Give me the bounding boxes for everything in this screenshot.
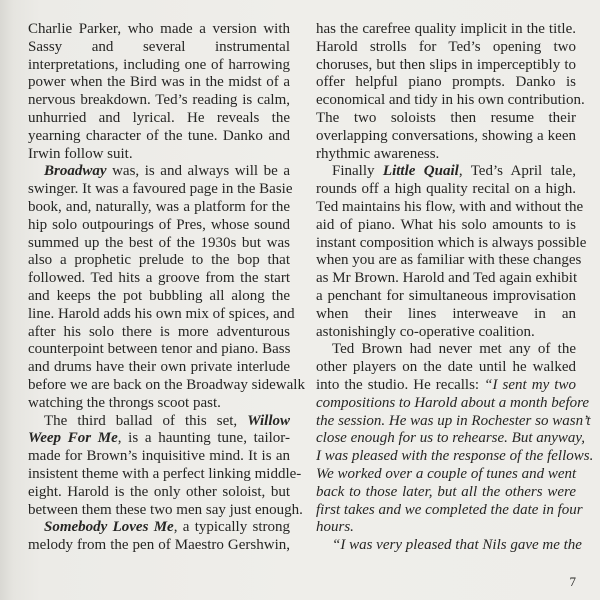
body-text: was, is and always will be a — [106, 163, 290, 180]
text-line — [316, 430, 585, 448]
body-text: Harold strolls for Ted’s opening two — [316, 38, 576, 55]
text-line — [28, 39, 290, 57]
body-text: as Mr Brown. Harold and Ted again exhibit — [316, 270, 578, 287]
text-line — [316, 198, 584, 217]
body-text: Finally — [332, 163, 383, 180]
body-text: , Ted’s April tale, — [458, 163, 576, 180]
body-text: when you are as familiar with these changes — [316, 252, 582, 269]
text-line — [28, 270, 290, 288]
body-text: after his solo there is more adventurous — [28, 323, 290, 340]
body-text: melody from the pen of Maestro Gershwin, — [28, 537, 290, 554]
text-line — [28, 413, 290, 431]
body-text: between them these two men say just enough. — [28, 501, 303, 518]
quote-text: hours. — [316, 519, 354, 536]
text-line — [316, 181, 576, 199]
body-text: before we are back on the Broadway sidewalk — [28, 376, 305, 393]
text-line — [316, 21, 576, 39]
body-text: The two soloists then resume their — [316, 109, 576, 126]
quote-text: close enough for us to rehearse. But anyway, — [316, 430, 585, 447]
body-text: aid of piano. What his solo amounts to is — [316, 216, 576, 233]
text-line — [28, 199, 290, 217]
page-number: 7 — [569, 574, 576, 589]
text-line — [316, 341, 576, 359]
text-line — [316, 377, 576, 395]
body-text: rhythmic awareness. — [316, 145, 440, 162]
text-line — [316, 110, 576, 128]
body-text: astonishingly co-operative coalition. — [316, 323, 535, 340]
text-line — [28, 217, 290, 235]
body-text: when their lines interweave in an — [316, 305, 576, 322]
text-line — [28, 21, 290, 39]
text-line — [28, 252, 290, 270]
text-line — [28, 146, 290, 164]
text-line — [316, 146, 576, 164]
text-line — [316, 484, 576, 502]
text-line — [28, 163, 290, 181]
text-line — [28, 484, 290, 502]
quote-text: We worked over a couple of tunes and went — [316, 465, 577, 482]
text-line — [316, 448, 594, 466]
text-line — [316, 324, 576, 342]
text-line — [316, 288, 576, 306]
quote-text: “I was very pleased that Nils gave me the — [332, 537, 582, 554]
text-line — [28, 341, 290, 359]
body-text: watching the throngs scoot past. — [28, 394, 221, 411]
text-column-left — [28, 21, 305, 555]
quote-text: first takes and we completed the date in four — [316, 501, 583, 518]
quote-text: compositions to Harold about a month before — [316, 394, 590, 411]
text-line — [28, 395, 290, 413]
quote-text: back to those later, but all the others were — [316, 483, 576, 500]
body-text: power when the Bird was in the midst of a — [28, 74, 290, 91]
text-line — [28, 537, 290, 555]
text-line — [28, 92, 290, 110]
text-line — [28, 376, 305, 395]
text-line — [316, 306, 576, 324]
body-text: nervous breakdown. Ted’s reading is calm, — [28, 92, 290, 109]
text-line — [316, 217, 576, 235]
body-text: Irwin follow suit. — [28, 145, 133, 162]
text-line — [316, 92, 585, 110]
text-line — [316, 74, 576, 92]
body-text: made for Brown’s inquisitive mind. It is an — [28, 448, 290, 465]
body-text: also a prophetic prelude to the bop that — [28, 252, 290, 269]
body-text: other players on the date until he walked — [316, 359, 576, 376]
body-text: summed up the best of the 1930s but was — [28, 234, 290, 251]
text-line — [28, 74, 290, 92]
text-line — [316, 252, 582, 270]
body-text: into the studio. He recalls: — [316, 376, 485, 393]
body-text: Sassy and several instrumental — [28, 38, 290, 55]
text-line — [28, 305, 295, 324]
body-text: Ted Brown had never met any of the — [332, 341, 576, 358]
text-line — [28, 288, 290, 306]
body-text: book, and, naturally, was a platform for the — [28, 198, 290, 215]
text-line — [28, 448, 290, 466]
body-text: and drums have their own private interlude — [28, 359, 290, 376]
text-line — [316, 412, 591, 431]
body-text: and keeps the pot bubbling all along the — [28, 287, 290, 304]
body-text: overlapping conversations, showing a keen — [316, 127, 576, 144]
text-line — [28, 57, 290, 75]
text-line — [28, 181, 293, 199]
text-line — [28, 128, 290, 146]
song-title: Weep For Me — [28, 430, 118, 447]
text-line — [316, 466, 576, 484]
text-line — [28, 465, 302, 484]
text-line — [28, 324, 290, 342]
text-line — [28, 110, 290, 128]
text-line — [316, 39, 576, 57]
text-line — [316, 359, 576, 377]
body-text: Ted maintains his flow, with and without the — [316, 198, 584, 215]
quote-text: I was pleased with the response of the fellows. — [316, 448, 594, 465]
body-text: eight. Harold is the only other soloist, but — [28, 483, 290, 500]
text-line — [316, 163, 576, 181]
song-title: Broadway — [44, 163, 107, 180]
text-line — [28, 501, 303, 520]
text-line — [28, 235, 290, 253]
body-text: a penchant for simultaneous improvisation — [316, 287, 576, 304]
text-line — [316, 519, 576, 537]
body-text: swinger. It was a favoured page in the Basie — [28, 181, 293, 198]
text-line — [28, 430, 290, 448]
text-column-right — [316, 21, 594, 555]
text-line — [316, 234, 587, 253]
body-text: counterpoint between tenor and piano. Bass — [28, 341, 291, 358]
song-title: Little Quail — [382, 163, 459, 180]
text-line — [316, 394, 590, 413]
body-text: yearning character of the tune. Danko and — [28, 127, 290, 144]
song-title: Somebody Loves Me — [44, 519, 174, 536]
body-text: The third ballad of this set, — [44, 412, 248, 429]
body-text: , a typically strong — [173, 519, 290, 536]
song-title: Willow — [247, 412, 290, 429]
body-text: hip solo outpourings of Pres, whose sound — [28, 216, 290, 233]
body-text: rounds off a high quality recital on a high. — [316, 181, 576, 198]
text-line — [316, 501, 583, 520]
body-text: line. Harold adds his own mix of spices, and — [28, 305, 295, 322]
body-text: has the carefree quality implicit in the title. — [316, 21, 576, 37]
text-line — [316, 270, 576, 288]
body-text: interpretations, including one of harrowing — [28, 56, 290, 73]
body-text: offer helpful piano prompts. Danko is — [316, 74, 576, 91]
body-text: choruses, but then slips in imperceptibly to — [316, 56, 576, 73]
text-line — [316, 537, 582, 555]
text-line — [316, 57, 576, 75]
body-text: economical and tidy in his own contribution. — [316, 92, 585, 109]
body-text: Charlie Parker, who made a version with — [28, 21, 290, 37]
text-line — [28, 359, 290, 377]
quote-text: the session. He was up in Rochester so wasn’t — [316, 412, 591, 429]
body-text: instant composition which is always possible — [316, 234, 587, 251]
body-text: , is a haunting tune, tailor- — [117, 430, 290, 447]
text-line — [28, 519, 290, 537]
quote-text: “I sent my two — [484, 376, 576, 393]
text-line — [316, 128, 576, 146]
body-text: insistent theme with a perfect linking middle- — [28, 465, 302, 482]
body-text: unhurried and lyrical. He reveals the — [28, 109, 290, 126]
body-text: followed. Ted hits a groove from the start — [28, 270, 290, 287]
